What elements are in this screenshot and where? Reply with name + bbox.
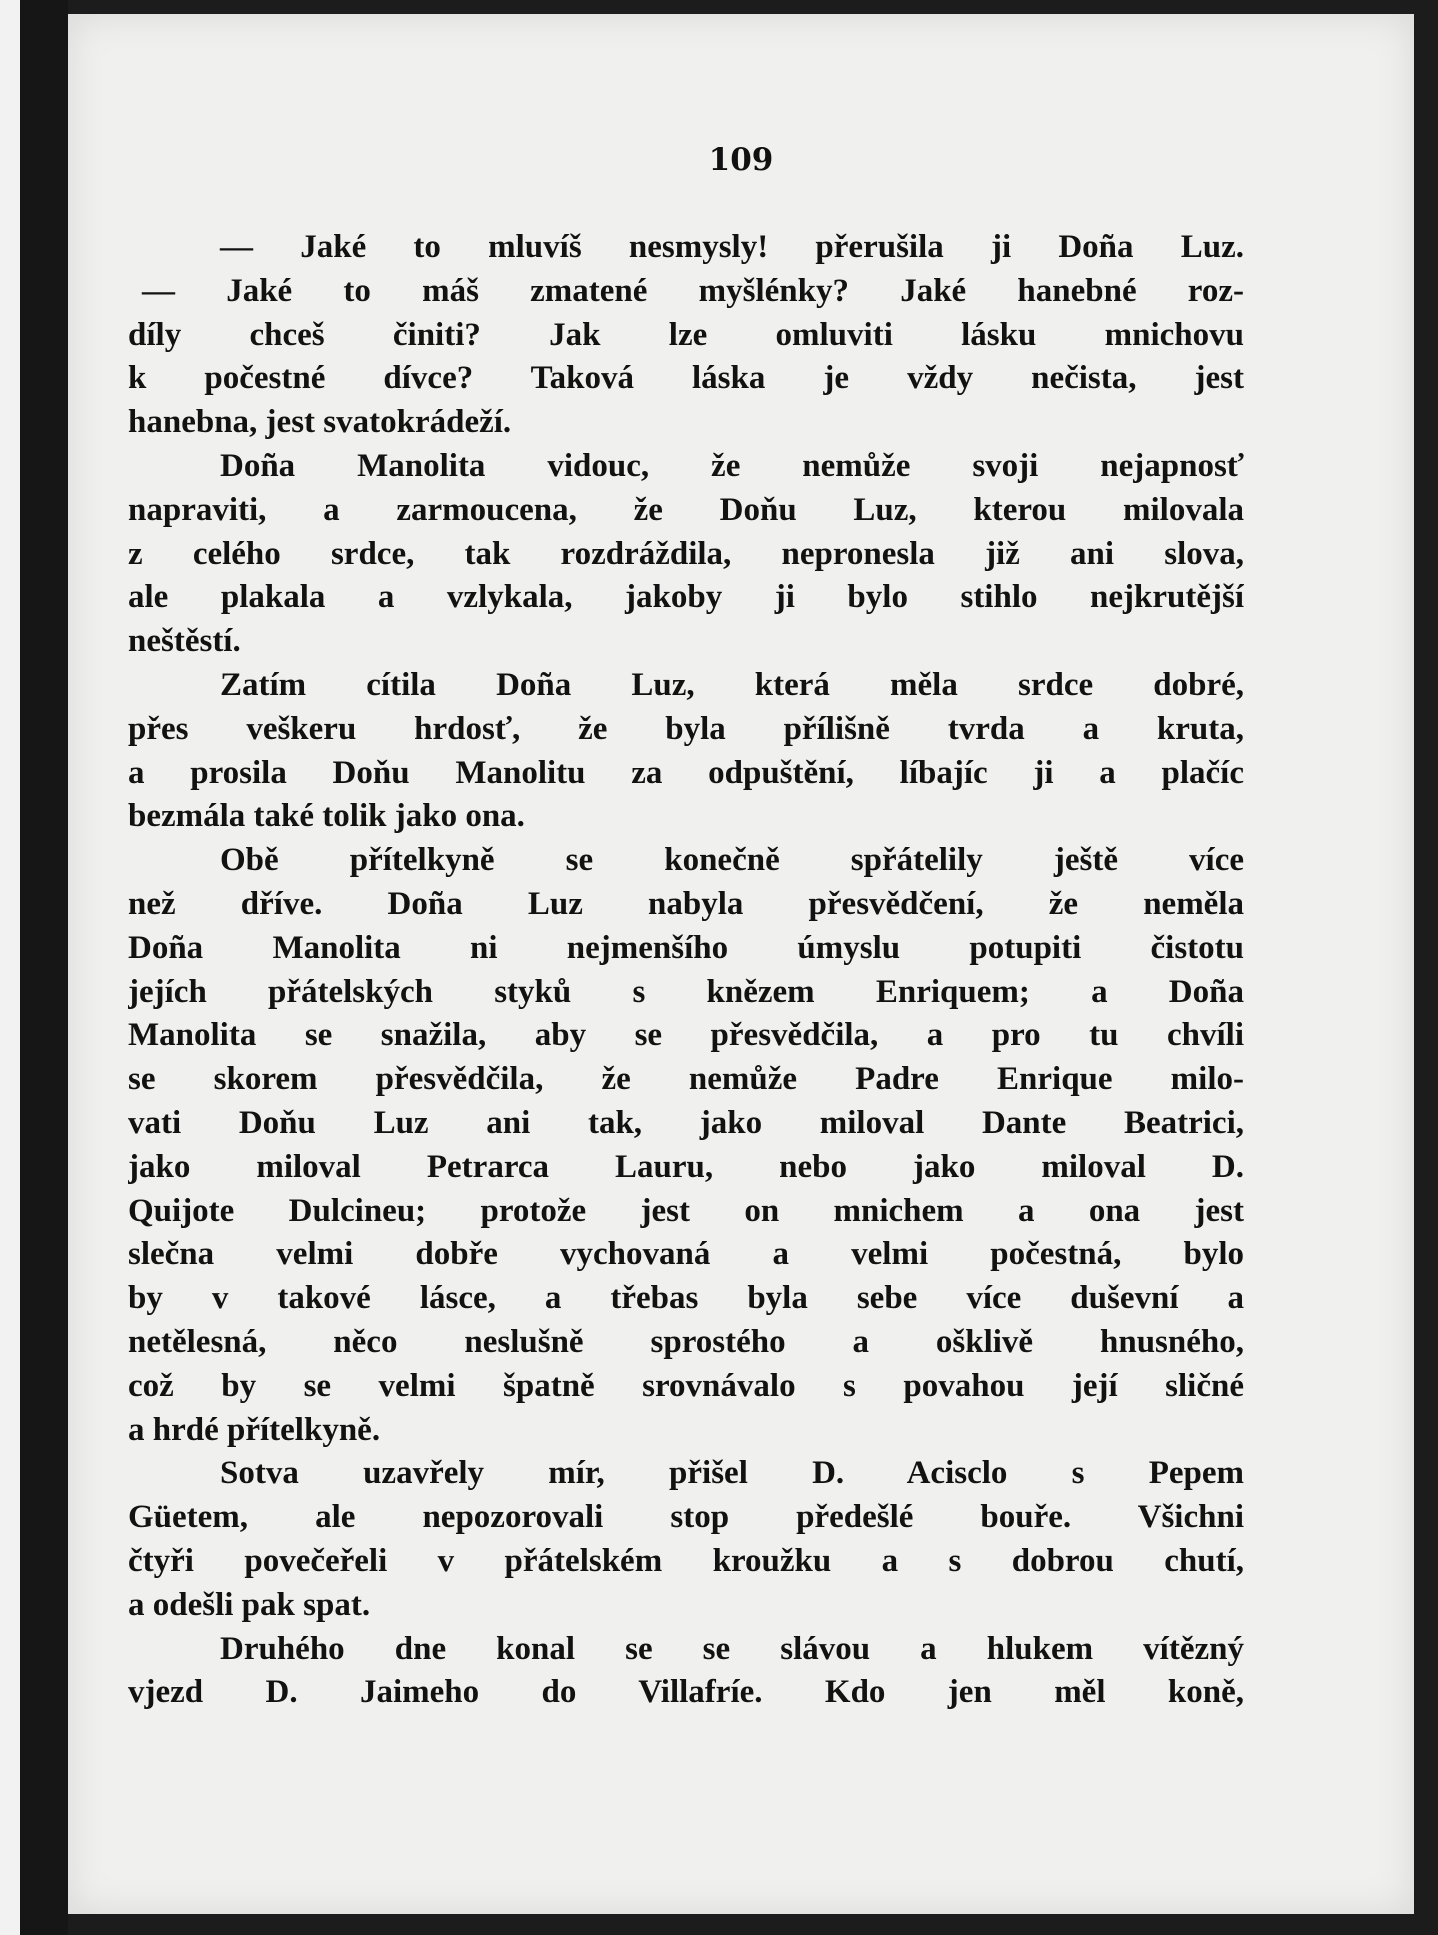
- body-text: [128, 226, 1244, 1715]
- text-line: by v takové lásce, a třebas byla sebe více duševní a: [128, 1280, 1244, 1317]
- text-line: slečna velmi dobře vychovaná a velmi počestná, bylo: [128, 1236, 1244, 1273]
- text-line: jejích přátelských styků s knězem Enriquem; a Doña: [128, 973, 1244, 1010]
- page-number: 109: [708, 142, 774, 178]
- text-line: než dříve. Doña Luz nabyla přesvědčení, že neměla: [128, 885, 1244, 922]
- text-line: netělesná, něco neslušně sprostého a ošklivě hnusného,: [128, 1323, 1244, 1360]
- text-line: ale plakala a vzlykala, jakoby ji bylo stihlo nejkrutější: [128, 579, 1244, 616]
- text-line: se skorem přesvědčila, že nemůže Padre Enrique milo-: [128, 1061, 1244, 1098]
- text-line: přes veškeru hrdosť, že byla přílišně tvrda a kruta,: [128, 710, 1244, 747]
- text-line: z celého srdce, tak rozdráždila, nepronesla již ani slova,: [128, 535, 1244, 572]
- text-line: vati Doňu Luz ani tak, jako miloval Dante Beatrici,: [128, 1104, 1244, 1141]
- text-line: k počestné dívce? Taková láska je vždy nečista, jest: [128, 360, 1244, 397]
- text-line: což by se velmi špatně srovnávalo s povahou její sličné: [128, 1367, 1244, 1404]
- text-line: Güetem, ale nepozorovali stop předešlé bouře. Všichni: [128, 1499, 1244, 1536]
- text-line: Obě přítelkyně se konečně spřátelily ještě více: [220, 842, 1244, 879]
- adjacent-page-edge: [0, 0, 20, 1935]
- text-line: Doña Manolita vidouc, že nemůže svoji nejapnosť: [220, 447, 1244, 484]
- text-line: hanebna, jest svatokrádeží.: [128, 404, 512, 441]
- text-line: — Jaké to mluvíš nesmysly! přerušila ji Doña Luz.: [220, 229, 1244, 265]
- text-line: Quijote Dulcineu; protože jest on mnichem a ona jest: [128, 1192, 1244, 1229]
- text-line: napraviti, a zarmoucena, že Doňu Luz, kterou milovala: [128, 491, 1244, 528]
- book-page: [68, 14, 1414, 1914]
- text-line: čtyři povečeřeli v přátelském kroužku a s dobrou chutí,: [128, 1542, 1244, 1579]
- text-line: díly chceš činiti? Jak lze omluviti lásku mnichovu: [128, 316, 1244, 353]
- text-line: Manolita se snažila, aby se přesvědčila, a pro tu chvíli: [128, 1017, 1244, 1054]
- text-line: neštěstí.: [128, 623, 241, 660]
- book-gutter: [20, 0, 68, 1935]
- text-line: bezmála také tolik jako ona.: [128, 798, 525, 835]
- text-line: Sotva uzavřely mír, přišel D. Acisclo s Pepem: [220, 1455, 1244, 1492]
- text-line: Zatím cítila Doña Luz, která měla srdce dobré,: [220, 666, 1244, 703]
- text-line: a hrdé přítelkyně.: [128, 1411, 381, 1448]
- text-line: vjezd D. Jaimeho do Villafríe. Kdo jen měl koně,: [128, 1674, 1244, 1711]
- text-line: a prosila Doňu Manolitu za odpuštění, líbajíc ji a plačíc: [128, 754, 1244, 791]
- text-line: Doña Manolita ni nejmenšího úmyslu potupiti čistotu: [128, 929, 1244, 966]
- text-line: Druhého dne konal se se slávou a hlukem vítězný: [220, 1630, 1244, 1667]
- text-line: a odešli pak spat.: [128, 1586, 371, 1623]
- text-line: jako miloval Petrarca Lauru, nebo jako miloval D.: [128, 1148, 1244, 1185]
- text-line: — Jaké to máš zmatené myšlénky? Jaké hanebné roz-: [142, 272, 1244, 309]
